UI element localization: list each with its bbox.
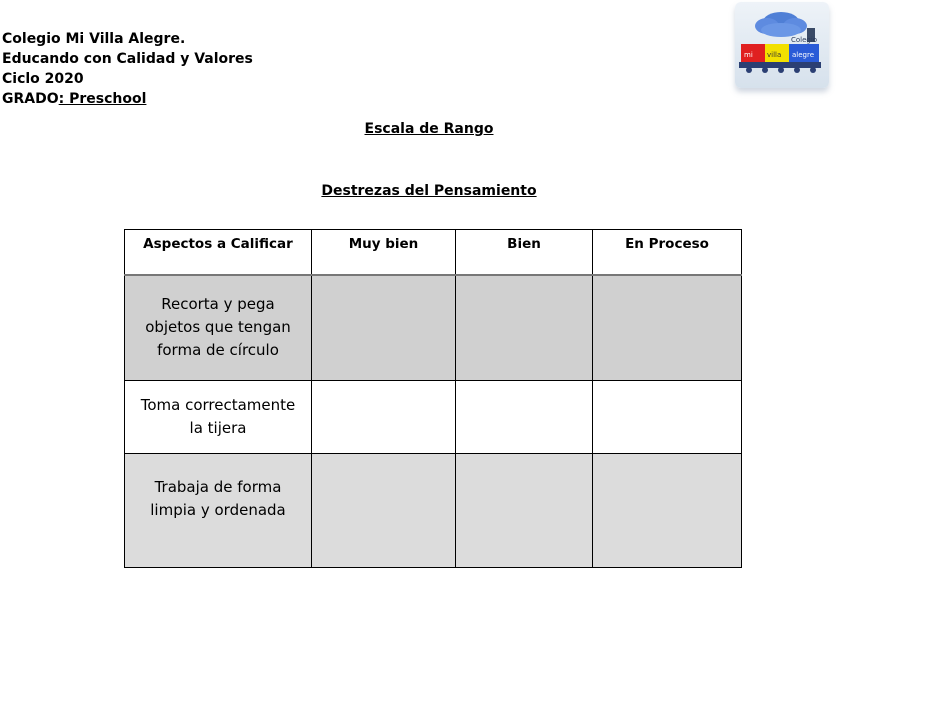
table-row [125, 380, 742, 453]
aspect-text: Recorta y pega objetos que tengan forma de círculo [145, 295, 291, 359]
header-muy-bien: Muy bien [312, 230, 456, 275]
aspect-cell [125, 380, 312, 453]
school-motto: Educando con Calidad y Valores [2, 51, 253, 67]
logo-block-text-villa: villa [767, 51, 782, 59]
aspect-cell [125, 453, 312, 567]
muy-bien-cell[interactable] [312, 380, 456, 453]
aspect-text: Trabaja de forma limpia y ordenada [150, 477, 286, 519]
aspect-cell [125, 275, 312, 381]
grade-label: GRADO [2, 91, 59, 107]
logo-block-text-mi: mi [744, 51, 753, 59]
grade-value: : Preschool [58, 91, 147, 107]
skills-title: Destrezas del Pensamiento [321, 183, 537, 199]
table-row [125, 275, 742, 381]
rating-table-container [124, 229, 741, 567]
grade-line [2, 89, 253, 109]
logo-block-text-alegre: alegre [792, 51, 815, 59]
aspect-text: Toma correctamente la tijera [140, 395, 296, 437]
school-cycle: Ciclo 2020 [2, 71, 84, 87]
en-proceso-cell[interactable] [593, 380, 742, 453]
bien-cell[interactable] [456, 453, 593, 567]
table-row [125, 453, 742, 567]
school-logo [735, 2, 829, 88]
table-header-row [125, 230, 742, 275]
school-header [2, 29, 253, 109]
logo-colegio-text: Colegio [791, 36, 818, 44]
muy-bien-cell[interactable] [312, 275, 456, 381]
header-en-proceso: En Proceso [593, 230, 742, 275]
scale-title: Escala de Rango [364, 121, 494, 137]
school-name: Colegio Mi Villa Alegre. [2, 31, 186, 47]
bien-cell[interactable] [456, 380, 593, 453]
rating-table [124, 229, 742, 568]
bien-cell[interactable] [456, 275, 593, 381]
header-aspects: Aspectos a Calificar [125, 230, 312, 275]
en-proceso-cell[interactable] [593, 275, 742, 381]
header-bien: Bien [456, 230, 593, 275]
logo-graphic [735, 2, 829, 88]
muy-bien-cell[interactable] [312, 453, 456, 567]
en-proceso-cell[interactable] [593, 453, 742, 567]
